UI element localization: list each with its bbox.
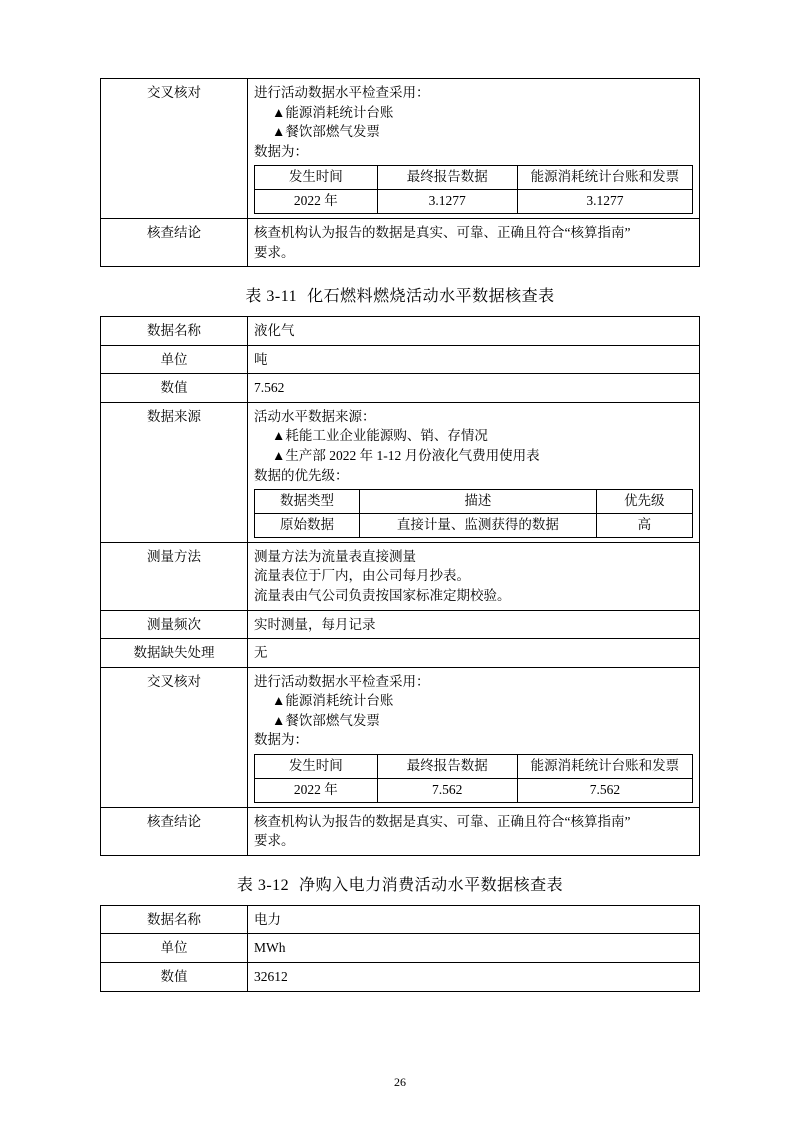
row-label: 单位 xyxy=(101,934,248,963)
inner-data-table xyxy=(254,165,693,214)
row-value: 电力 xyxy=(248,905,700,934)
inner-data-table xyxy=(254,489,693,538)
inner-col-header: 能源消耗统计台账和发票 xyxy=(517,754,692,778)
text-line: ▲餐饮部燃气发票 xyxy=(272,712,380,728)
table-caption-3-11 xyxy=(100,283,700,306)
row-label: 数据名称 xyxy=(101,317,248,346)
inner-col-header: 描述 xyxy=(360,490,597,514)
text-line: ▲餐饮部燃气发票 xyxy=(272,124,380,140)
text-line: 要求。 xyxy=(254,833,295,849)
row-label: 测量频次 xyxy=(101,610,248,639)
text-line: 数据的优先级： xyxy=(254,467,349,483)
text-line: ▲生产部 2022 年 1-12 月份液化气费用使用表 xyxy=(272,447,540,463)
table-3-11 xyxy=(100,316,700,856)
table-3-12 xyxy=(100,905,700,992)
inner-cell: 2022 年 xyxy=(255,190,378,214)
inner-col-header: 发生时间 xyxy=(255,166,378,190)
row-label: 核查结论 xyxy=(101,219,248,267)
caption-number: 表 3-11 xyxy=(245,288,298,306)
inner-col-header: 发生时间 xyxy=(255,754,378,778)
row-label: 数据缺失处理 xyxy=(101,639,248,668)
text-line: 数据为： xyxy=(254,732,308,748)
row-label: 数值 xyxy=(101,962,248,991)
table-row xyxy=(101,345,700,374)
row-value xyxy=(248,402,700,542)
row-label: 核查结论 xyxy=(101,807,248,855)
inner-data-row xyxy=(255,513,693,537)
inner-cell: 直接计量、监测获得的数据 xyxy=(360,513,597,537)
inner-col-header: 优先级 xyxy=(596,490,692,514)
text-line: 进行活动数据水平检查采用： xyxy=(254,673,430,689)
row-value: 液化气 xyxy=(248,317,700,346)
row-value: 32612 xyxy=(248,962,700,991)
table-row xyxy=(101,610,700,639)
inner-col-header: 最终报告数据 xyxy=(377,166,517,190)
row-label: 数据名称 xyxy=(101,905,248,934)
inner-cell: 2022 年 xyxy=(255,778,378,802)
cross-check-table-continued xyxy=(100,78,700,267)
inner-col-header: 数据类型 xyxy=(255,490,360,514)
row-label: 数据来源 xyxy=(101,402,248,542)
text-line: 活动水平数据来源： xyxy=(254,408,376,424)
row-value xyxy=(248,542,700,610)
table-row xyxy=(101,317,700,346)
table-row xyxy=(101,639,700,668)
table-row xyxy=(101,934,700,963)
row-value xyxy=(248,807,700,855)
caption-text: 净购入电力消费活动水平数据核查表 xyxy=(299,876,564,894)
table-caption-3-12 xyxy=(100,872,700,895)
row-value xyxy=(248,79,700,219)
inner-header-row xyxy=(255,754,693,778)
inner-col-header: 能源消耗统计台账和发票 xyxy=(517,166,692,190)
row-value: 无 xyxy=(248,639,700,668)
inner-data-row xyxy=(255,190,693,214)
inner-cell: 7.562 xyxy=(377,778,517,802)
row-label: 测量方法 xyxy=(101,542,248,610)
inner-header-row xyxy=(255,490,693,514)
text-line: 要求。 xyxy=(254,244,295,260)
table-row xyxy=(101,962,700,991)
page-number: 26 xyxy=(394,1075,406,1089)
inner-header-row xyxy=(255,166,693,190)
row-value: MWh xyxy=(248,934,700,963)
text-line: 测量方法为流量表直接测量 xyxy=(254,548,416,564)
text-line: 数据为： xyxy=(254,143,308,159)
row-value: 7.562 xyxy=(248,374,700,403)
caption-text: 化石燃料燃烧活动水平数据核查表 xyxy=(307,288,555,306)
row-label: 交叉核对 xyxy=(101,79,248,219)
text-line: 流量表由气公司负责按国家标准定期校验。 xyxy=(254,588,511,603)
inner-cell: 3.1277 xyxy=(517,190,692,214)
caption-number: 表 3-12 xyxy=(236,876,290,894)
row-value xyxy=(248,219,700,267)
row-value: 实时测量，每月记录 xyxy=(248,610,700,639)
text-line: 进行活动数据水平检查采用： xyxy=(254,85,430,100)
inner-cell: 原始数据 xyxy=(255,513,360,537)
text-line: 核查机构认为报告的数据是真实、可靠、正确且符合“核算指南” xyxy=(254,813,631,829)
table-row xyxy=(101,219,700,267)
table-row xyxy=(101,402,700,542)
row-label: 单位 xyxy=(101,345,248,374)
table-row xyxy=(101,374,700,403)
inner-cell: 3.1277 xyxy=(377,190,517,214)
inner-data-table xyxy=(254,754,693,803)
inner-cell: 高 xyxy=(596,513,692,537)
text-line: ▲能源消耗统计台账 xyxy=(272,693,394,709)
inner-col-header: 最终报告数据 xyxy=(377,754,517,778)
text-line: ▲能源消耗统计台账 xyxy=(272,104,394,120)
table-row xyxy=(101,667,700,807)
row-value xyxy=(248,667,700,807)
table-row xyxy=(101,79,700,219)
text-line: 流量表位于厂内，由公司每月抄表。 xyxy=(254,568,470,584)
row-label: 交叉核对 xyxy=(101,667,248,807)
inner-cell: 7.562 xyxy=(517,778,692,802)
text-line: ▲耗能工业企业能源购、销、存情况 xyxy=(272,428,488,444)
table-row xyxy=(101,542,700,610)
table-row xyxy=(101,905,700,934)
table-row xyxy=(101,807,700,855)
row-value: 吨 xyxy=(248,345,700,374)
row-label: 数值 xyxy=(101,374,248,403)
inner-data-row xyxy=(255,778,693,802)
text-line: 核查机构认为报告的数据是真实、可靠、正确且符合“核算指南” xyxy=(254,225,631,241)
